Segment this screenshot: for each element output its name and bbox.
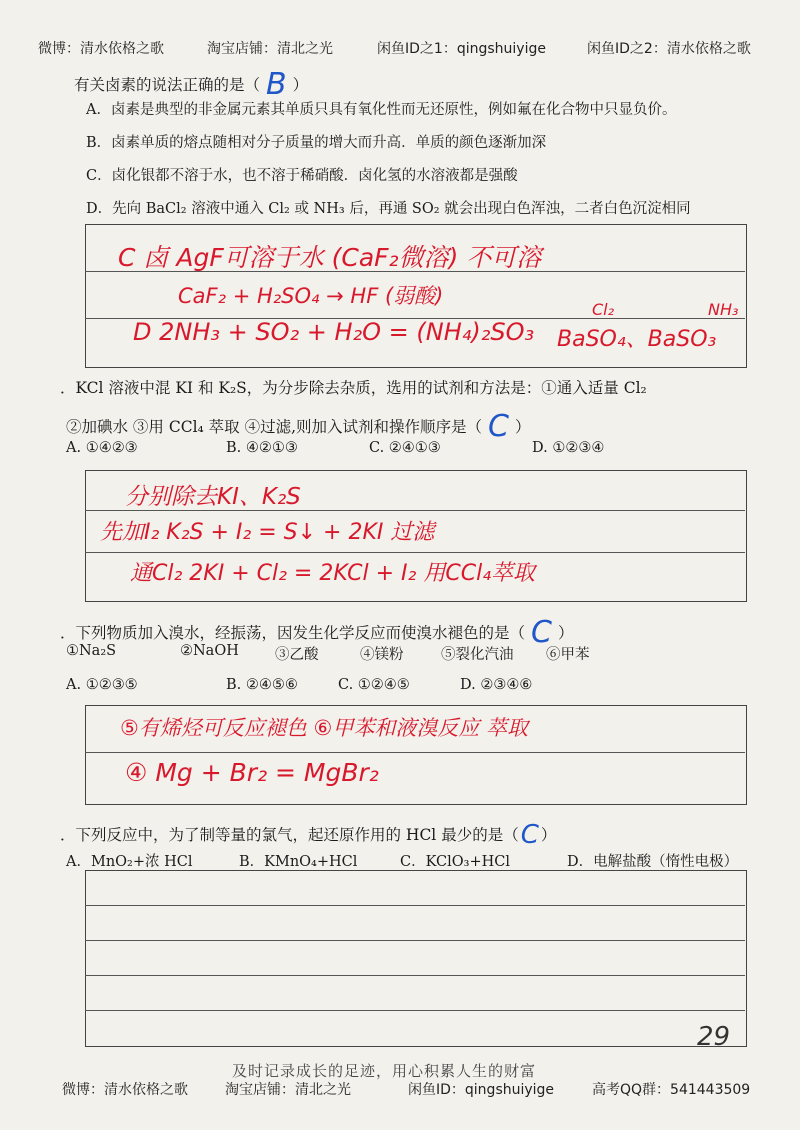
q3-option-b: B. ②④⑤⑥ bbox=[226, 677, 298, 693]
header-taobao: 淘宝店铺：清北之光 bbox=[207, 41, 333, 57]
q1-option-a: A．卤素是典型的非金属元素其单质只具有氧化性而无还原性，例如氟在化合物中只显负价。 bbox=[86, 102, 677, 118]
q1-note-4: Cl₂ bbox=[592, 300, 615, 319]
q1-option-d: D．先向 BaCl₂ 溶液中通入 Cl₂ 或 NH₃ 后，再通 SO₂ 就会出现白色浑浊，二者白色沉淀相同 bbox=[86, 201, 691, 217]
q4-stem bbox=[60, 817, 557, 850]
q4-answer-mark: C bbox=[520, 820, 539, 850]
q3-substance-5: ⑤裂化汽油 bbox=[441, 647, 514, 663]
ruled-line bbox=[85, 752, 745, 753]
q1-note-1: C 卤 AgF可溶于水 (CaF₂微溶) 不可溶 bbox=[118, 243, 542, 272]
q2-note-1: 分别除去KI、K₂S bbox=[125, 484, 301, 510]
q4-option-a: A．MnO₂+浓 HCl bbox=[66, 854, 193, 870]
q2-option-a: A. ①④②③ bbox=[66, 440, 138, 456]
ruled-line bbox=[85, 905, 745, 906]
q4-option-b: B．KMnO₄+HCl bbox=[239, 854, 358, 870]
q2-stem: ．KCl 溶液中混 KI 和 K₂S，为分步除去杂质，选用的试剂和方法是：①通入适量 Cl₂ bbox=[60, 379, 647, 397]
q3-option-a: A. ①②③⑤ bbox=[66, 677, 138, 693]
footer-weibo: 微博：清水依格之歌 bbox=[62, 1082, 188, 1098]
page-number: 29 bbox=[697, 1022, 731, 1052]
q3-note-1: ⑤有烯烃可反应褪色 ⑥甲苯和液溴反应 萃取 bbox=[120, 716, 529, 740]
q4-answer-box bbox=[85, 870, 747, 1047]
q1-note-2: CaF₂ + H₂SO₄ → HF (弱酸) bbox=[178, 284, 444, 308]
q2-note-2: 先加I₂ K₂S + I₂ = S↓ + 2KI 过滤 bbox=[100, 520, 435, 545]
footer-xianyu: 闲鱼ID：qingshuiyige bbox=[408, 1082, 555, 1098]
q1-stem-close: ） bbox=[292, 76, 309, 94]
q2-stem-2-close: ） bbox=[514, 418, 531, 436]
q1-note-6: BaSO₄、BaSO₃ bbox=[557, 327, 717, 352]
footer-taobao: 淘宝店铺：清北之光 bbox=[225, 1082, 351, 1098]
q4-stem-close: ） bbox=[540, 826, 557, 844]
q2-option-b: B. ④②①③ bbox=[226, 440, 298, 456]
footer-motto: 及时记录成长的足迹，用心积累人生的财富 bbox=[232, 1062, 537, 1080]
q2-option-c: C. ②④①③ bbox=[369, 440, 441, 456]
q3-option-d: D. ②③④⑥ bbox=[460, 677, 533, 693]
q3-answer-mark: C bbox=[531, 615, 552, 650]
q2-note-3: 通Cl₂ 2KI + Cl₂ = 2KCl + I₂ 用CCl₄萃取 bbox=[130, 561, 536, 586]
q3-substance-6: ⑥甲苯 bbox=[546, 647, 590, 663]
q1-stem bbox=[74, 63, 309, 102]
footer-qq: 高考QQ群：541443509 bbox=[592, 1082, 751, 1098]
q4-stem-text: ．下列反应中，为了制等量的氯气，起还原作用的 HCl 最少的是（ bbox=[60, 826, 519, 844]
q3-stem-text: ．下列物质加入溴水，经振荡，因发生化学反应而使溴水褪色的是（ bbox=[60, 624, 526, 642]
q3-substance-3: ③乙酸 bbox=[275, 647, 319, 663]
q3-substance-2: ②NaOH bbox=[180, 643, 239, 659]
q4-option-d: D．电解盐酸（惰性电极） bbox=[567, 854, 739, 870]
q1-option-c: C．卤化银都不溶于水，也不溶于稀硝酸．卤化氢的水溶液都是强酸 bbox=[86, 168, 518, 184]
q2-answer-mark: C bbox=[488, 409, 509, 444]
q2-stem-2-text: ②加碘水 ③用 CCl₄ 萃取 ④过滤,则加入试剂和操作顺序是（ bbox=[66, 418, 483, 436]
q2-stem-2 bbox=[66, 405, 531, 444]
header-xianyu2: 闲鱼ID之2：清水依格之歌 bbox=[587, 41, 751, 57]
header-xianyu1: 闲鱼ID之1：qingshuiyige bbox=[377, 41, 546, 57]
q1-answer-mark: B bbox=[266, 67, 287, 102]
ruled-line bbox=[85, 552, 745, 553]
q4-option-c: C．KClO₃+HCl bbox=[400, 854, 510, 870]
q3-stem bbox=[60, 611, 574, 650]
q1-note-5: NH₃ bbox=[708, 300, 739, 319]
ruled-line bbox=[85, 1010, 745, 1011]
q3-stem-close: ） bbox=[557, 624, 574, 642]
q3-option-c: C. ①②④⑤ bbox=[338, 677, 410, 693]
q3-substance-1: ①Na₂S bbox=[66, 643, 117, 659]
q2-option-d: D. ①②③④ bbox=[532, 440, 605, 456]
q1-option-b: B．卤素单质的熔点随相对分子质量的增大而升高．单质的颜色逐渐加深 bbox=[86, 135, 547, 151]
header-weibo: 微博：清水依格之歌 bbox=[38, 41, 164, 57]
q3-substance-4: ④镁粉 bbox=[360, 647, 404, 663]
q1-note-3: D 2NH₃ + SO₂ + H₂O = (NH₄)₂SO₃ bbox=[133, 318, 535, 346]
ruled-line bbox=[85, 975, 745, 976]
q1-stem-text: 有关卤素的说法正确的是（ bbox=[74, 76, 261, 94]
q3-note-2: ④ Mg + Br₂ = MgBr₂ bbox=[125, 758, 379, 787]
ruled-line bbox=[85, 940, 745, 941]
